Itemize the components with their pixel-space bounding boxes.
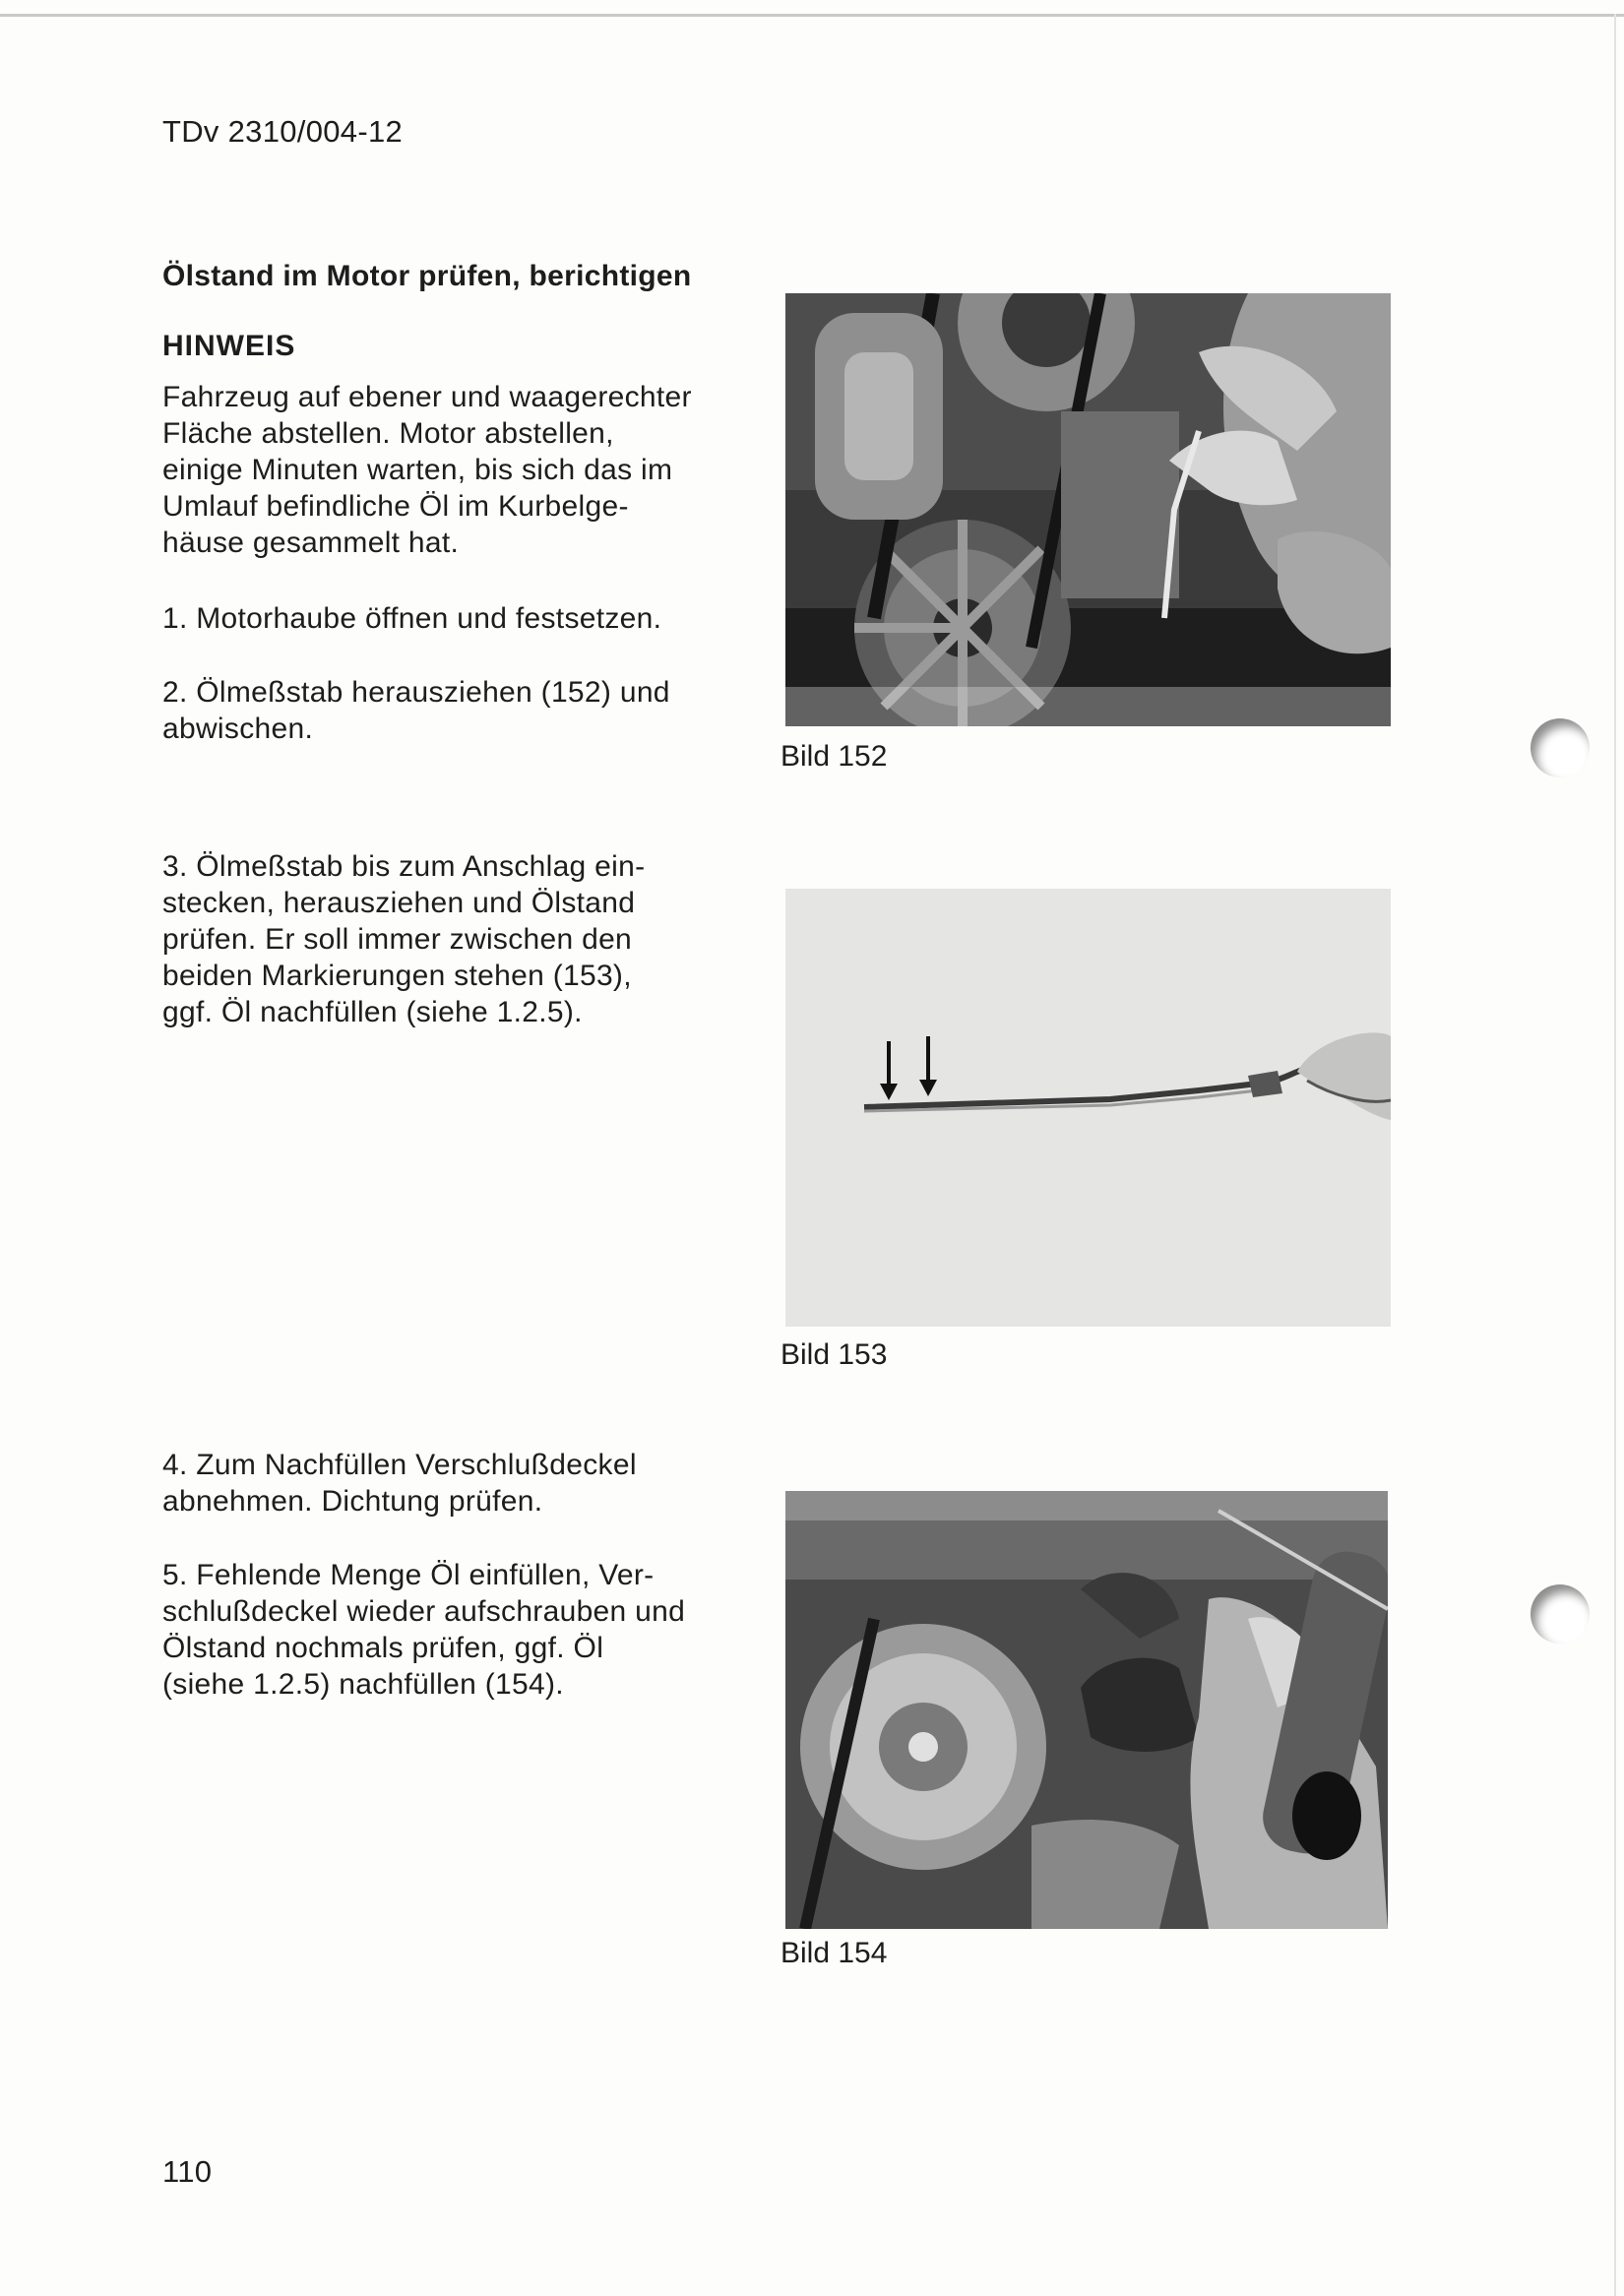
figure-152-caption: Bild 152 xyxy=(781,740,888,773)
figure-154-caption: Bild 154 xyxy=(781,1937,888,1969)
note-line: häuse gesammelt hat. xyxy=(162,527,460,559)
figure-152-photo xyxy=(785,293,1391,726)
step-line: 2. Ölmeßstab herausziehen (152) und xyxy=(162,676,670,709)
step-line: prüfen. Er soll immer zwischen den xyxy=(162,923,633,956)
note-line: einige Minuten warten, bis sich das im xyxy=(162,454,673,486)
step-line: 4. Zum Nachfüllen Verschlußdeckel xyxy=(162,1449,637,1481)
note-text xyxy=(162,379,692,561)
step-line: (siehe 1.2.5) nachfüllen (154). xyxy=(162,1668,564,1701)
section-title: Ölstand im Motor prüfen, berichtigen xyxy=(162,260,692,292)
binder-punch-hole xyxy=(1530,718,1590,777)
step-line: abnehmen. Dichtung prüfen. xyxy=(162,1485,543,1518)
step-line: 3. Ölmeßstab bis zum Anschlag ein- xyxy=(162,850,646,883)
binder-punch-hole xyxy=(1530,1584,1590,1644)
step-line: schlußdeckel wieder aufschrauben und xyxy=(162,1595,686,1628)
step-line: abwischen. xyxy=(162,713,314,745)
page-top-rule xyxy=(0,14,1624,17)
note-line: Umlauf befindliche Öl im Kurbelge- xyxy=(162,490,629,523)
step-4 xyxy=(162,1447,637,1520)
document-id: TDv 2310/004-12 xyxy=(162,114,404,149)
step-line: 1. Motorhaube öffnen und festsetzen. xyxy=(162,602,662,635)
step-line: ggf. Öl nachfüllen (siehe 1.2.5). xyxy=(162,996,583,1028)
note-heading: HINWEIS xyxy=(162,330,296,362)
step-line: 5. Fehlende Menge Öl einfüllen, Ver- xyxy=(162,1559,655,1591)
page-right-edge xyxy=(1614,14,1616,2296)
note-line: Fahrzeug auf ebener und waagerechter xyxy=(162,381,692,413)
figure-153-photo xyxy=(785,889,1391,1327)
page-number: 110 xyxy=(162,2154,213,2189)
figure-154-photo xyxy=(785,1491,1388,1929)
step-line: stecken, herausziehen und Ölstand xyxy=(162,887,636,919)
step-3 xyxy=(162,848,645,1030)
step-line: beiden Markierungen stehen (153), xyxy=(162,960,632,992)
step-5 xyxy=(162,1557,685,1703)
step-2 xyxy=(162,674,670,747)
note-line: Fläche abstellen. Motor abstellen, xyxy=(162,417,614,450)
figure-153-caption: Bild 153 xyxy=(781,1338,888,1371)
step-1 xyxy=(162,600,661,637)
step-line: Ölstand nochmals prüfen, ggf. Öl xyxy=(162,1632,604,1664)
